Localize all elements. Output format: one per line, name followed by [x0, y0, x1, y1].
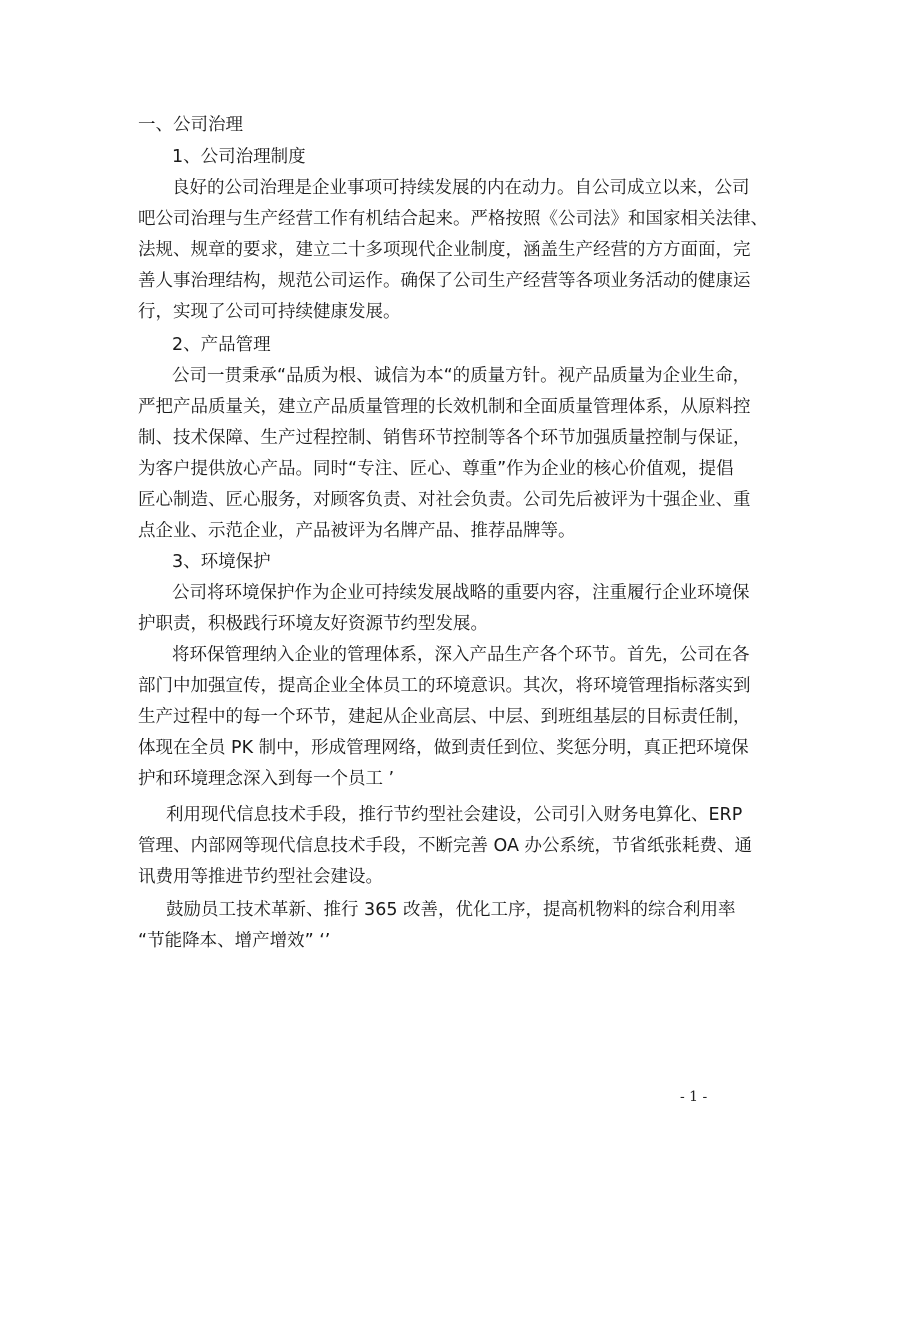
subsection-heading: 3、环境保护 — [172, 552, 271, 572]
paragraph-line: 体现在全员 PK 制中，形成管理网络，做到责任到位、奖惩分明，真正把环境保 — [138, 738, 749, 758]
paragraph-line: 讯费用等推进节约型社会建设。 — [138, 867, 383, 887]
paragraph-line: 点企业、示范企业，产品被评为名牌产品、推荐品牌等。 — [138, 521, 576, 541]
section-heading: 一、公司治理 — [138, 115, 243, 135]
paragraph-line: 匠心制造、匠心服务，对顾客负责、对社会负责。公司先后被评为十强企业、重 — [138, 490, 751, 510]
subsection-heading: 2、产品管理 — [172, 335, 271, 355]
paragraph-line: 鼓励员工技术革新、推行 365 改善，优化工序，提高机物料的综合利用率 — [166, 900, 736, 920]
paragraph-line: 严把产品质量关，建立产品质量管理的长效机制和全面质量管理体系，从原料控 — [138, 397, 751, 417]
paragraph-line: 制、技术保障、生产过程控制、销售环节控制等各个环节加强质量控制与保证， — [138, 428, 751, 448]
paragraph-line: 将环保管理纳入企业的管理体系，深入产品生产各个环节。首先，公司在各 — [172, 645, 750, 665]
paragraph-line: 公司将环境保护作为企业可持续发展战略的重要内容，注重履行企业环境保 — [172, 583, 750, 603]
paragraph-line: 公司一贯秉承“品质为根、诚信为本“的质量方针。视产品质量为企业生命， — [172, 366, 751, 386]
paragraph-line: 生产过程中的每一个环节，建起从企业高层、中层、到班组基层的目标责任制， — [138, 707, 751, 727]
paragraph-line: “节能降本、增产增效” ‘’ — [138, 931, 331, 951]
paragraph-line: 管理、内部网等现代信息技术手段，不断完善 OA 办公系统，节省纸张耗费、通 — [138, 836, 753, 856]
paragraph-line: 行，实现了公司可持续健康发展。 — [138, 302, 401, 322]
paragraph-line: 为客户提供放心产品。同时“专注、匠心、尊重”作为企业的核心价值观，提倡 — [138, 459, 734, 479]
paragraph-line: 善人事治理结构，规范公司运作。确保了公司生产经营等各项业务活动的健康运 — [138, 271, 751, 291]
subsection-heading: 1、公司治理制度 — [172, 147, 306, 167]
page-number: - 1 - — [680, 1089, 708, 1105]
paragraph-line: 良好的公司治理是企业事项可持续发展的内在动力。自公司成立以来，公司 — [172, 178, 750, 198]
paragraph-line: 法规、规章的要求，建立二十多项现代企业制度，涵盖生产经营的方方面面，完 — [138, 240, 751, 260]
paragraph-line: 部门中加强宣传，提高企业全体员工的环境意识。其次，将环境管理指标落实到 — [138, 676, 751, 696]
paragraph-line: 吧公司治理与生产经营工作有机结合起来。严格按照《公司法》和国家相关法律、 — [138, 209, 768, 229]
paragraph-line: 利用现代信息技术手段，推行节约型社会建设，公司引入财务电算化、ERP — [166, 805, 743, 825]
paragraph-line: 护职责，积极践行环境友好资源节约型发展。 — [138, 614, 488, 634]
paragraph-line: 护和环境理念深入到每一个员工 ’ — [138, 769, 395, 789]
